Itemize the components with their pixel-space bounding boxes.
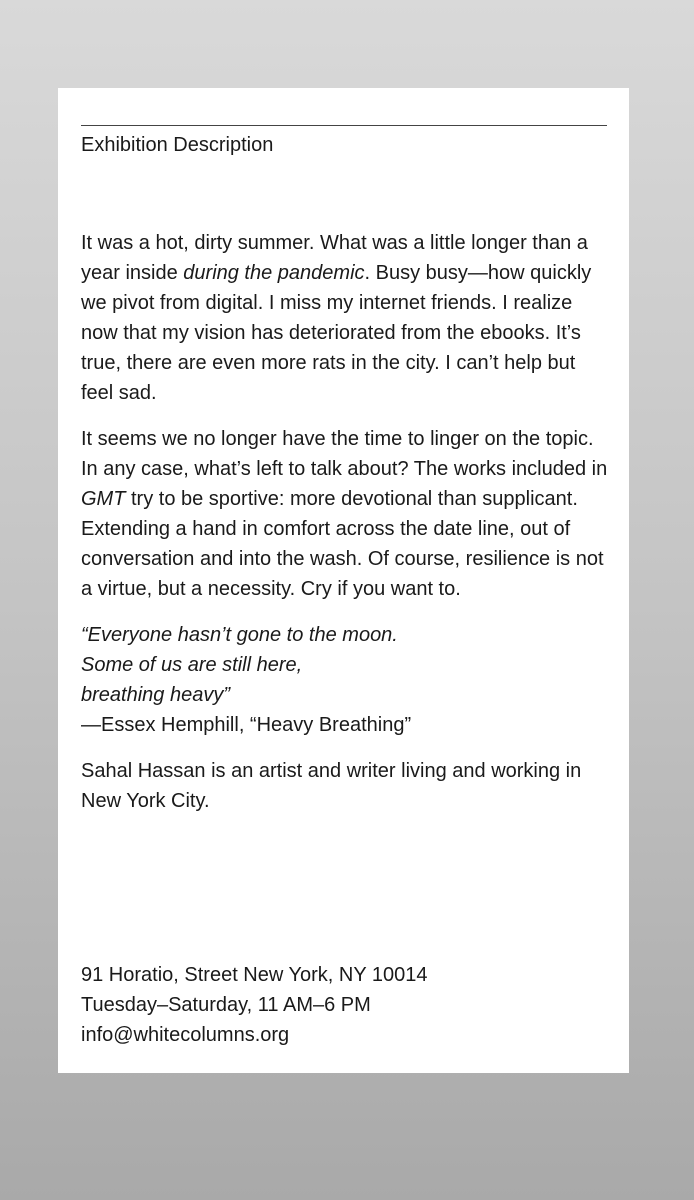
description-body bbox=[81, 228, 611, 832]
paragraph-2-part-a: It seems we no longer have the time to linger on the topic. In any case, what’s left to talk about? The works included in bbox=[81, 428, 608, 480]
artist-bio: Sahal Hassan is an artist and writer living and working in New York City. bbox=[81, 760, 582, 812]
email-link[interactable]: info@whitecolumns.org bbox=[81, 1024, 290, 1046]
paragraph-2-emphasis: GMT bbox=[81, 488, 126, 510]
quote-line-3: breathing heavy” bbox=[81, 684, 230, 706]
gallery-info bbox=[81, 960, 428, 1050]
paragraph-1-part-b: . Busy busy—how quickly we pivot from digital. I miss my internet friends. I realize now that my vision has deteriorated from the ebooks. It’s true, there are even more rats in the city. I can’t help but feel sad. bbox=[81, 262, 592, 404]
quote-line-2: Some of us are still here, bbox=[81, 654, 303, 676]
paragraph-1 bbox=[81, 228, 611, 408]
paragraph-2-part-b: try to be sportive: more devotional than supplicant. Extending a hand in comfort across the date line, out of conversation and into the wash. Of course, resilience is not a virtue, but a necessity. Cry if you want to. bbox=[81, 488, 604, 600]
top-divider bbox=[81, 125, 607, 126]
quote-block bbox=[81, 620, 611, 740]
exhibition-card bbox=[58, 88, 629, 1073]
page-title: Exhibition Description bbox=[81, 134, 274, 156]
paragraph-1-emphasis: during the pandemic bbox=[183, 262, 365, 284]
paragraph-1-part-a: It was a hot, dirty summer. What was a little longer than a year inside bbox=[81, 232, 588, 284]
paragraph-2 bbox=[81, 424, 611, 604]
quote-line-1: “Everyone hasn’t gone to the moon. bbox=[81, 624, 398, 646]
quote-attribution: —Essex Hemphill, “Heavy Breathing” bbox=[81, 714, 412, 736]
address-text: 91 Horatio, Street New York, NY 10014 bbox=[81, 964, 428, 986]
hours-text: Tuesday–Saturday, 11 AM–6 PM bbox=[81, 994, 371, 1016]
